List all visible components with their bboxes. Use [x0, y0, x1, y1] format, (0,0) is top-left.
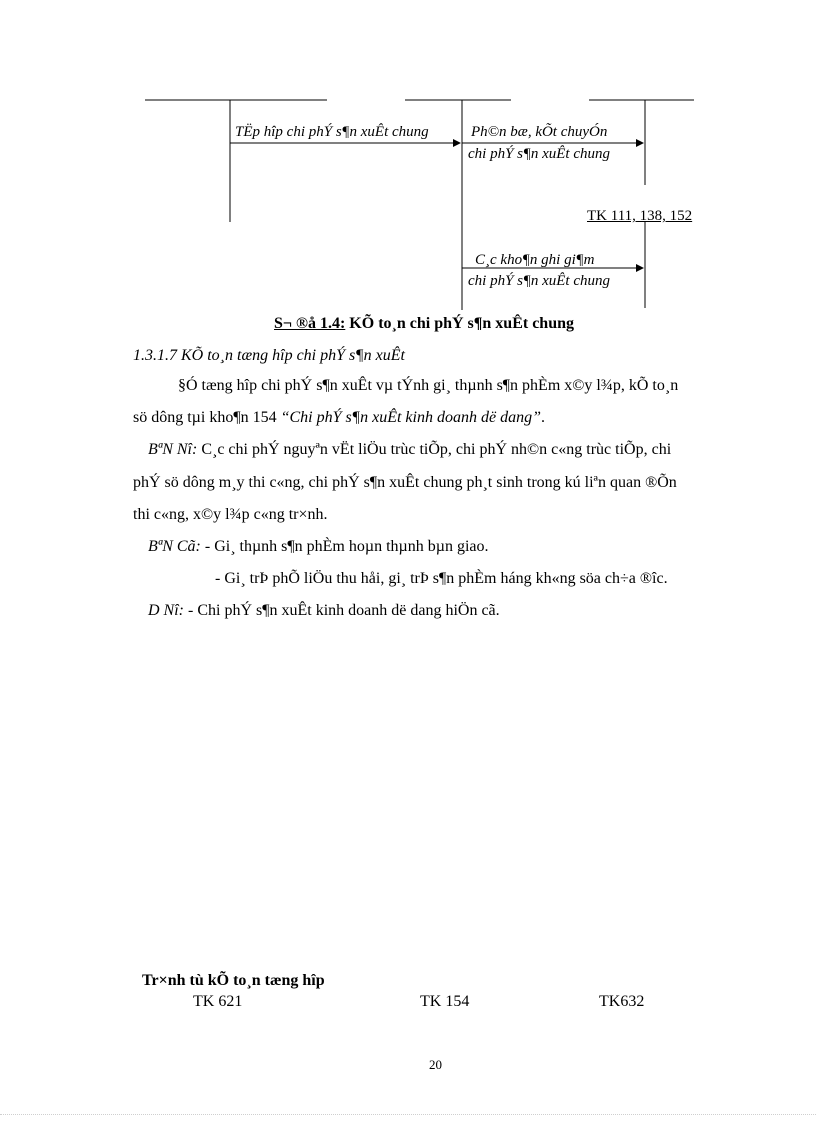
paragraph-ben-no-line1: [148, 441, 671, 459]
ben-no-label: BªN Nî:: [148, 441, 198, 458]
t-account-diagram: [0, 0, 816, 330]
label-phan-bo-line2: chi phÝ s¶n xuÊt chung: [468, 146, 610, 162]
intro-end: .: [540, 409, 545, 426]
ben-co-label: BªN Cã:: [148, 538, 201, 555]
caption-prefix: S¬ ®å 1.4:: [274, 315, 346, 332]
page-number: 20: [429, 1057, 442, 1072]
paragraph-intro-line1: §Ó tæng hîp chi phÝ s¶n xuÊt vµ tÝnh gi¸ thµnh s¶n phÈm x©y l¾p, kÕ to¸n: [178, 377, 679, 394]
summary-account-tk632: TK632: [599, 993, 645, 1010]
caption-text: KÕ to¸n chi phÝ s¶n xuÊt chung: [345, 315, 574, 332]
paragraph-ben-no-line2: phÝ sö dông m¸y thi c«ng, chi phÝ s¶n xuÊt chung ph¸t sinh trong kú liªn quan ®Õn: [133, 474, 677, 491]
summary-account-tk621: TK 621: [193, 993, 243, 1010]
paragraph-intro-line2: [133, 409, 545, 427]
page-footer-divider: [0, 1114, 816, 1115]
ben-co-text-a: - Gi¸ thµnh s¶n phÈm hoµn thµnh bµn giao.: [200, 538, 489, 555]
account-label-tk-111-138-152: TK 111, 138, 152: [587, 208, 693, 224]
label-ghi-giam-line2: chi phÝ s¶n xuÊt chung: [468, 273, 610, 289]
section-heading: 1.3.1.7 KÕ to¸n tæng hîp chi phÝ s¶n xuÊt: [133, 347, 405, 364]
summary-title: Tr×nh tù kÕ to¸n tæng hîp: [142, 972, 325, 989]
label-tap-hop-chi-phi: TËp hîp chi phÝ s¶n xuÊt chung: [235, 124, 429, 140]
label-ghi-giam-line1: C¸c kho¶n ghi gi¶m: [475, 252, 595, 268]
paragraph-ben-co-line1: [148, 538, 489, 556]
du-no-text: - Chi phÝ s¶n xuÊt kinh doanh dë dang hiÖn cã.: [184, 602, 500, 619]
summary-account-tk154: TK 154: [420, 993, 470, 1010]
ben-no-text-a: C¸c chi phÝ nguyªn vËt liÖu trùc tiÕp, chi phÝ nh©n c«ng trùc tiÕp, chi: [197, 441, 672, 458]
intro-quote: “Chi phÝ s¶n xuÊt kinh doanh dë dang”: [280, 409, 541, 426]
intro-text: sö dông tµi kho¶n 154: [133, 409, 281, 426]
diagram-caption: [274, 315, 574, 333]
label-phan-bo-line1: Ph©n bæ, kÕt chuyÓn: [471, 124, 608, 140]
paragraph-ben-co-line2: - Gi¸ trÞ phÕ liÖu thu håi, gi¸ trÞ s¶n phÈm háng kh«ng söa ch÷a ®îc.: [215, 570, 668, 587]
paragraph-du-no: [148, 602, 500, 620]
du-no-label: D Nî:: [148, 602, 184, 619]
paragraph-ben-no-line3: thi c«ng, x©y l¾p c«ng tr×nh.: [133, 506, 328, 523]
